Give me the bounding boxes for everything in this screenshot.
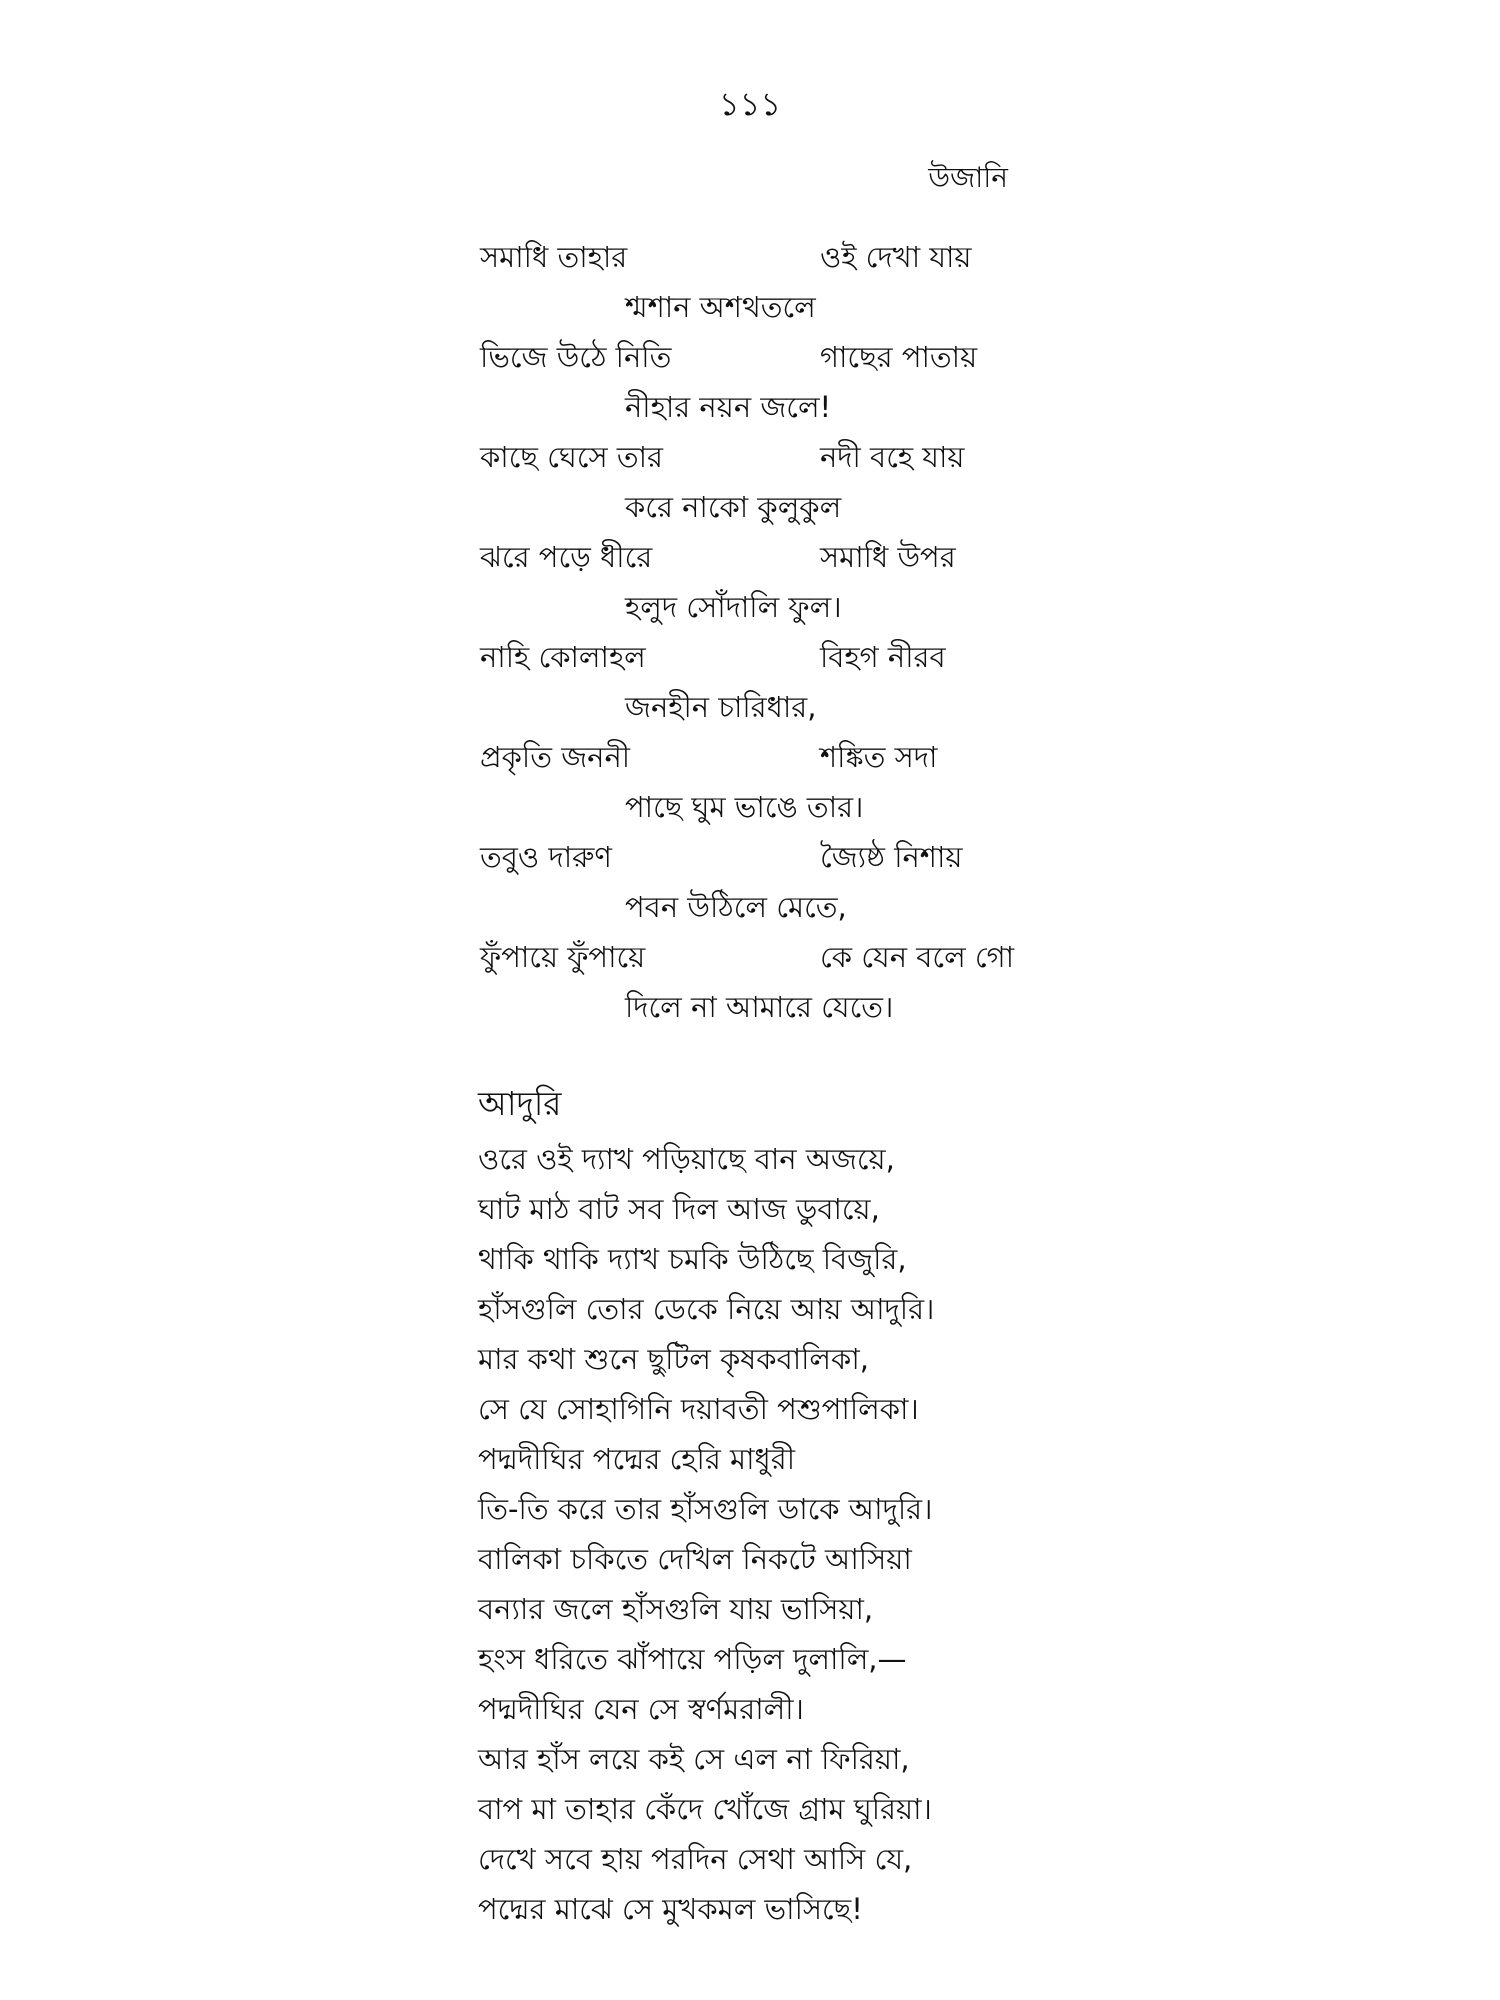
verse-line: ঘাট মাঠ বাট সব দিল আজ ডুবায়ে, [478, 1192, 880, 1226]
verse-line [480, 932, 1100, 982]
verse-line: পদ্মদীঘির পদ্মের হেরি মাধুরী [478, 1442, 796, 1476]
verse-line-second-half: শঙ্কিত সদা [820, 740, 938, 774]
verse-line: সে যে সোহাগিনি দয়াবতী পশুপালিকা। [478, 1392, 919, 1426]
verse-line [480, 732, 1100, 782]
verse-line [480, 432, 1100, 482]
verse-line-second-half: বিহগ নীরব [820, 640, 946, 674]
verse-line-first-half: সমাধি তাহার [480, 240, 628, 274]
running-head: উজানি [928, 161, 1008, 194]
verse-line-second-half: জ্যৈষ্ঠ নিশায় [820, 840, 963, 874]
verse-line-indented: জনহীন চারিধার, [625, 690, 817, 724]
verse-line: বন্যার জলে হাঁসগুলি যায় ভাসিয়া, [478, 1592, 874, 1626]
verse-line-indented: করে নাকো কুলুকুল [625, 490, 842, 524]
verse-line: বাপ মা তাহার কেঁদে খোঁজে গ্রাম ঘুরিয়া। [478, 1792, 932, 1826]
poem-ujani [480, 232, 1100, 1032]
verse-line-indented: পবন উঠিলে মেতে, [625, 890, 847, 924]
verse-line-first-half: তবুও দারুণ [480, 840, 612, 874]
verse-line: ওরে ওই দ্যাখ পড়িয়াছে বান অজয়ে, [478, 1142, 895, 1176]
verse-line [480, 232, 1100, 282]
verse-line-first-half: প্রকৃতি জননী [480, 740, 631, 774]
verse-line-indented: পাছে ঘুম ভাঙে তার। [625, 790, 864, 824]
verse-line-indented: শ্মশান অশথতলে [625, 290, 816, 324]
verse-line: হংস ধরিতে ঝাঁপায়ে পড়িল দুলালি,— [478, 1642, 907, 1676]
verse-line: দেখে সবে হায় পরদিন সেথা আসি যে, [478, 1842, 913, 1876]
verse-line-indented: নীহার নয়ন জলে! [625, 390, 832, 424]
verse-line: তি-তি করে তার হাঁসগুলি ডাকে আদুরি। [478, 1492, 933, 1526]
verse-line-first-half: ফুঁপায়ে ফুঁপায়ে [480, 940, 646, 974]
verse-line-second-half: কে যেন বলে গো [820, 940, 1015, 974]
verse-line-second-half: নদী বহে যায় [820, 440, 965, 474]
verse-line-indented: দিলে না আমারে যেতে। [625, 990, 894, 1024]
poem-title: আদুরি [478, 1084, 562, 1123]
verse-line: পদ্মের মাঝে সে মুখকমল ভাসিছে! [478, 1892, 863, 1926]
verse-line-second-half: ওই দেখা যায় [820, 240, 972, 274]
verse-line [480, 532, 1100, 582]
verse-line: থাকি থাকি দ্যাখ চমকি উঠিছে বিজুরি, [478, 1242, 907, 1276]
verse-line-second-half: সমাধি উপর [820, 540, 956, 574]
verse-line-indented: হলুদ সোঁদালি ফুল। [625, 590, 842, 624]
verse-line-first-half: ঝরে পড়ে ধীরে [480, 540, 653, 574]
verse-line [480, 632, 1100, 682]
verse-line-first-half: কাছে ঘেসে তার [480, 440, 663, 474]
verse-line [480, 332, 1100, 382]
verse-line-second-half: গাছের পাতায় [820, 340, 978, 374]
poem-aduri [478, 1134, 1078, 1934]
verse-line: মার কথা শুনে ছুটিল কৃষকবালিকা, [478, 1342, 869, 1376]
page-number: ১১১ [718, 85, 782, 123]
verse-line: বালিকা চকিতে দেখিল নিকটে আসিয়া [478, 1542, 912, 1576]
verse-line: পদ্মদীঘির যেন সে স্বর্ণমরালী। [478, 1692, 804, 1726]
verse-line [480, 832, 1100, 882]
verse-line-first-half: ভিজে উঠে নিতি [480, 340, 672, 374]
verse-line-first-half: নাহি কোলাহল [480, 640, 646, 674]
verse-line: হাঁসগুলি তোর ডেকে নিয়ে আয় আদুরি। [478, 1292, 935, 1326]
verse-line: আর হাঁস লয়ে কই সে এল না ফিরিয়া, [478, 1742, 910, 1776]
